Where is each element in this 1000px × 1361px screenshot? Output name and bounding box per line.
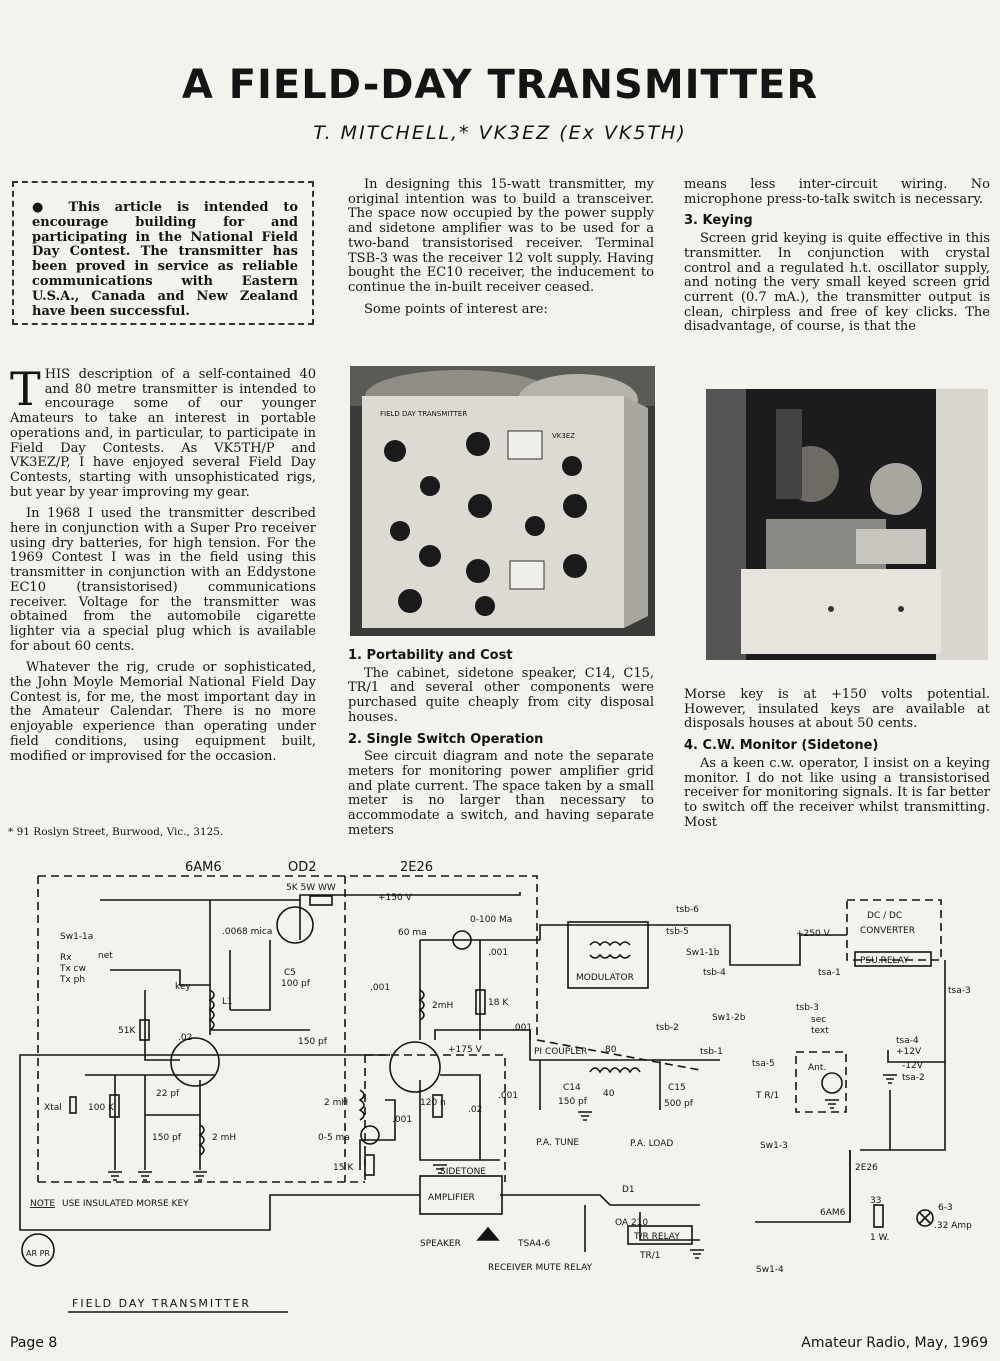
label: 22 pf [156, 1089, 180, 1099]
label: 2mH [432, 1001, 454, 1011]
meter-grid [361, 1126, 379, 1144]
label: tsa-5 [752, 1059, 775, 1069]
tube-label: 6AM6 [185, 860, 222, 875]
label: RECEIVER MUTE RELAY [488, 1263, 593, 1273]
label: D1 [622, 1185, 635, 1195]
label: .02 [468, 1105, 483, 1115]
label: Sw1-1a [60, 932, 94, 942]
paragraph: In designing this 15-watt transmitter, my original intention was to build a transceiver. The space now occupied by the power supply and sidetone amplifier was to be used for a two-band transistorised receiver. Terminal TSB-3 was the receiver 12 volt supply. Having bought the EC10 receiver, the inducement to continue the in-built receiver ceased. [348, 177, 654, 295]
column-2-lower [348, 643, 654, 845]
label: net [98, 951, 113, 961]
label: NOTE [30, 1199, 56, 1209]
label: MODULATOR [576, 973, 634, 983]
label: L1 [222, 997, 233, 1007]
label: +175 V [448, 1045, 482, 1055]
label: 0-100 Ma [470, 915, 513, 925]
label: AR PR [26, 1249, 50, 1258]
label: tsb-3 [796, 1003, 819, 1013]
internal-view-photo [706, 389, 988, 660]
label: C5 [284, 968, 297, 978]
section-heading: 2. Single Switch Operation [348, 731, 544, 747]
label: C14 [563, 1083, 581, 1093]
label: Sw1-2b [712, 1013, 746, 1023]
coil-2mh-c [360, 1090, 364, 1120]
circuit-diagram [0, 852, 1000, 1322]
label: 0-5 ma [318, 1133, 350, 1143]
front-panel-photo [350, 366, 655, 636]
label: 100 K [88, 1103, 114, 1113]
label: CONVERTER [860, 926, 915, 936]
label: PSU.RELAY [860, 956, 909, 966]
label: tsb-4 [703, 968, 726, 978]
label: .02 [178, 1033, 193, 1043]
intro-box-note: ● This article is intended to encourage building for and participating in the National Field Day Contest. The transmitter has been proved in service as reliable communications with Eastern U.S.A., Canada and New Zealand have been successful. [12, 181, 314, 325]
label: 6AM6 [820, 1208, 846, 1218]
label: .001 [488, 948, 509, 958]
label: .32 Amp [934, 1221, 972, 1231]
label: TSA4-6 [518, 1239, 551, 1249]
tube-label: OD2 [288, 860, 317, 875]
label: PI COUPLER [534, 1047, 588, 1057]
label: C15 [668, 1083, 686, 1093]
tube-2e26 [390, 1042, 440, 1092]
section-heading: 1. Portability and Cost [348, 648, 513, 663]
label: 100 pf [281, 979, 310, 989]
label: AMPLIFIER [428, 1193, 475, 1203]
label: USE INSULATED MORSE KEY [62, 1199, 189, 1209]
paragraph: means less inter-circuit wiring. No microphone press-to-talk switch is necessary. [684, 177, 990, 207]
column-3 [684, 178, 990, 342]
label: +150 V [378, 893, 412, 903]
column-2 [348, 178, 654, 324]
label: Tx ph [60, 975, 86, 985]
label: Sw1-1b [686, 948, 720, 958]
label: Rx [60, 953, 72, 963]
label: +250 V. [796, 929, 832, 939]
label: text [811, 1026, 829, 1036]
label: tsa-3 [948, 986, 971, 996]
label: 2 mH [324, 1098, 349, 1108]
label: 2 mH [212, 1133, 237, 1143]
panel-callsign: VK3EZ [552, 432, 576, 440]
label: 120 n [420, 1098, 446, 1108]
label: tsb-2 [656, 1023, 679, 1033]
label: Xtal [44, 1103, 62, 1113]
label: 80 [605, 1045, 617, 1055]
label: tsa-4 [896, 1036, 919, 1046]
label: 51K [118, 1026, 136, 1036]
label: Tx cw [60, 964, 86, 974]
paragraph: Some points of interest are: [364, 301, 548, 317]
label: OA 210 [615, 1218, 649, 1228]
label: Ant. [808, 1063, 827, 1073]
label: P.A. TUNE [536, 1138, 580, 1148]
label: tsb-5 [666, 927, 689, 937]
paragraph: In 1968 I used the transmitter described here in conjunction with a Super Pro receiver using dry batteries, for high tension. For the 1969 Contest I was in the field using this transmitter in conjunction with an Eddystone EC10 (transistorised) communications receiver. Voltage for the transmitter was obtained from the automobile cigarette lighter via a special plug which is available for about 60 cents. [10, 506, 316, 654]
label: tsa-1 [818, 968, 841, 978]
label: .001 [498, 1091, 519, 1101]
column-1 [10, 362, 316, 771]
label: tsb-1 [700, 1047, 723, 1057]
paragraph: The cabinet, sidetone speaker, C14, C15, TR/1 and several other components were purchased quite cheaply from city disposal houses. [348, 665, 654, 725]
paragraph: Screen grid keying is quite effective in this transmitter. In conjunction with crystal control and a regulated h.t. oscillator supply, and noting the very small keyed screen grid current (0.7 mA.), the transmitter output is clean, chirpless and free of key clicks. The disadvantage, of course, is that the [684, 231, 990, 335]
label: tsa-2 [902, 1073, 925, 1083]
label: key [175, 982, 191, 992]
tube-6am6 [171, 1038, 219, 1086]
column-3-lower [684, 688, 990, 837]
label: 1 W. [870, 1233, 890, 1243]
footnote: * 91 Roslyn Street, Burwood, Vic., 3125. [8, 826, 224, 838]
panel-label: FIELD DAY TRANSMITTER [380, 410, 468, 418]
label: -12V [902, 1061, 923, 1071]
paragraph-text: HIS description of a self-contained 40 and 80 metre transmitter is intended to encourage some of our younger Amateurs to take an interest in portable operations and, in particular, to participate in Field Day Contests. As VK5TH/P and VK3EZ/P, I have enjoyed several Field Day Contests, starting with unsophisticated rigs, but year by year improving my gear. [10, 367, 316, 500]
label: DC / DC [867, 911, 903, 921]
paragraph: Morse key is at +150 volts potential. However, insulated keys are available at disposals houses at about 50 cents. [684, 687, 990, 732]
label: T/R RELAY [634, 1232, 680, 1242]
crystal [70, 1097, 76, 1113]
label: sec [811, 1015, 827, 1025]
label: tsb-6 [676, 905, 699, 915]
label: .001 [392, 1115, 413, 1125]
pi-coil [590, 1068, 640, 1072]
paragraph: Whatever the rig, crude or sophisticated, the John Moyle Memorial National Field Day Contest is, for me, the most important day in the Amateur Calendar. There is no more enjoyable experience than operating under field conditions, using equipment built, modified or improvised for the occasion. [10, 660, 316, 764]
label: 5K 5W WW [286, 883, 336, 893]
label: T R/1 [756, 1091, 780, 1101]
label: Sw1-4 [756, 1265, 784, 1275]
label: .001 [370, 983, 391, 993]
label: +12V [896, 1047, 922, 1057]
label: 500 pf [664, 1099, 693, 1109]
label: 150 pf [298, 1037, 327, 1047]
label: 6-3 [938, 1203, 953, 1213]
article-title: A FIELD-DAY TRANSMITTER [181, 62, 819, 108]
label: 150 pf [558, 1097, 587, 1107]
label: 33 [870, 1196, 882, 1206]
tube-od2 [277, 907, 313, 943]
paragraph [10, 362, 316, 500]
diagram-caption: FIELD DAY TRANSMITTER [72, 1297, 252, 1310]
label: 40 [603, 1089, 615, 1099]
label: TR/1 [640, 1251, 661, 1261]
section-heading: 4. C.W. Monitor (Sidetone) [684, 738, 879, 754]
tube-label: 2E26 [400, 860, 434, 875]
article-byline: T. MITCHELL,* VK3EZ (Ex VK5TH) [313, 122, 687, 144]
label: .001 [512, 1023, 533, 1033]
label: P.A. LOAD [630, 1139, 674, 1149]
label: 60 ma [398, 928, 427, 938]
paragraph: As a keen c.w. operator, I insist on a keying monitor. I do not like using a transistorised receiver for monitoring signals. It is far better to switch off the receiver whilst transmitting. Most [684, 755, 990, 830]
label: SIDETONE [440, 1167, 486, 1177]
label: 150 pf [152, 1133, 181, 1143]
label: Sw1-3 [760, 1141, 788, 1151]
label: 15 K [333, 1163, 354, 1173]
label: SPEAKER [420, 1239, 461, 1249]
magazine-issue: Amateur Radio, May, 1969 [801, 1335, 988, 1351]
drop-cap: T [10, 362, 41, 416]
label: 18 K [488, 998, 509, 1008]
paragraph: See circuit diagram and note the separate meters for monitoring power amplifier grid and plate current. The space taken by a small meter is no larger than necessary to accommodate a switch, and having separate meters [348, 749, 654, 838]
label: 2E26 [855, 1163, 878, 1173]
page-number: Page 8 [10, 1335, 58, 1351]
section-heading: 3. Keying [684, 213, 753, 229]
label: .0068 mica [222, 927, 273, 937]
